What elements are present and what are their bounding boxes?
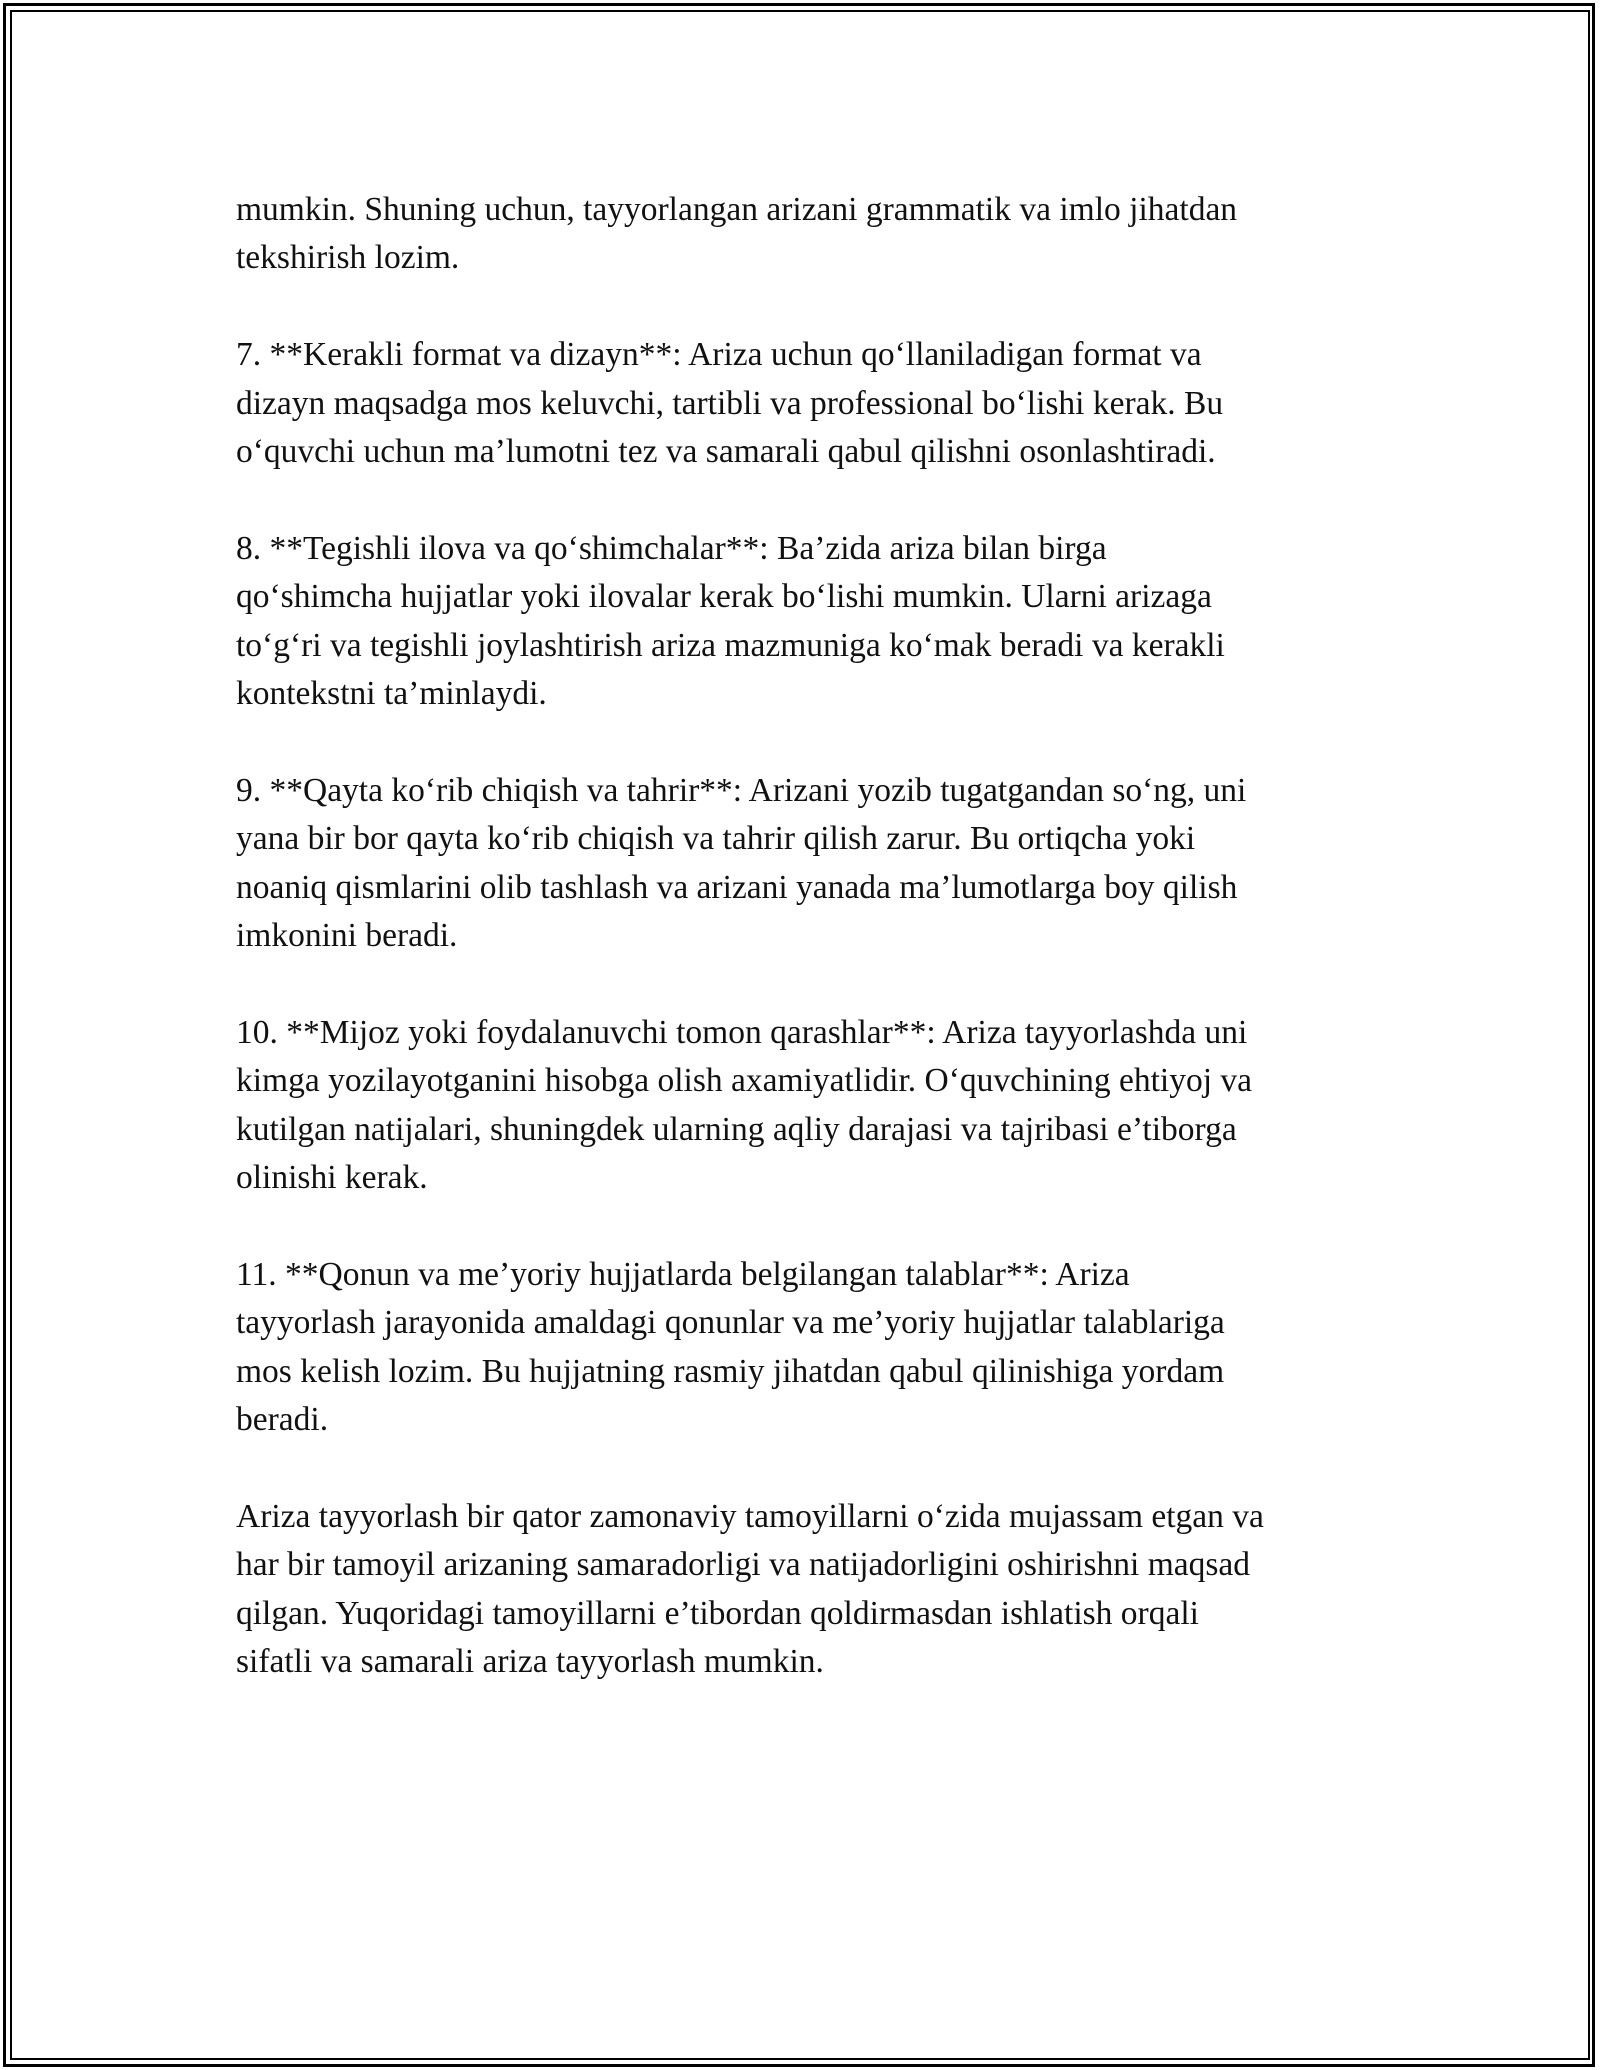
paragraph-continuation: mumkin. Shuning uchun, tayyorlangan arizani grammatik va imlo jihatdan tekshirish lozim. — [236, 191, 1238, 277]
paragraph-item-9: 9. **Qayta ko‘rib chiqish va tahrir**: Arizani yozib tugatgandan so‘ng, uni yana bir bor qayta ko‘rib chiqish va tahrir qilish zarur. Bu ortiqcha yoki noaniq qismlarini olib tashlash va arizani yanada ma’lumotlarga boy qilish imkonini beradi. — [236, 771, 1247, 955]
paragraph-item-11: 11. **Qonun va me’yoriy hujjatlarda belgilangan talablar**: Ariza tayyorlash jarayonida amaldagi qonunlar va me’yoriy hujjatlar talablariga mos kelish lozim. Bu hujjatning rasmiy jihatdan qabul qilinishiga yordam beradi. — [236, 1255, 1225, 1439]
document-body — [236, 186, 1366, 1687]
paragraph-item-10: 10. **Mijoz yoki foydalanuvchi tomon qarashlar**: Ariza tayyorlashda uni kimga yozilayotganini hisobga olish axamiyatlidir. O‘quvchining ehtiyoj va kutilgan natijalari, shuningdek ularning aqliy darajasi va tajribasi e’tiborga olinishi kerak. — [236, 1013, 1252, 1197]
paragraph-conclusion: Ariza tayyorlash bir qator zamonaviy tamoyillarni o‘zida mujassam etgan va har bir tamoyil arizaning samaradorligi va natijadorligini oshirishni maqsad qilgan. Yuqoridagi tamoyillarni e’tibordan qoldirmasdan ishlatish orqali sifatli va samarali ariza tayyorlash mumkin. — [236, 1497, 1264, 1681]
paragraph-item-8: 8. **Tegishli ilova va qo‘shimchalar**: Ba’zida ariza bilan birga qo‘shimcha hujjatlar yoki ilovalar kerak bo‘lishi mumkin. Ularni arizaga to‘g‘ri va tegishli joylashtirish ariza mazmuniga ko‘mak beradi va kerakli kontekstni ta’minlaydi. — [236, 529, 1225, 713]
paragraph-item-7: 7. **Kerakli format va dizayn**: Ariza uchun qo‘llaniladigan format va dizayn maqsadga mos keluvchi, tartibli va professional bo‘lishi kerak. Bu o‘quvchi uchun ma’lumotni tez va samarali qabul qilishni osonlashtiradi. — [236, 336, 1224, 471]
